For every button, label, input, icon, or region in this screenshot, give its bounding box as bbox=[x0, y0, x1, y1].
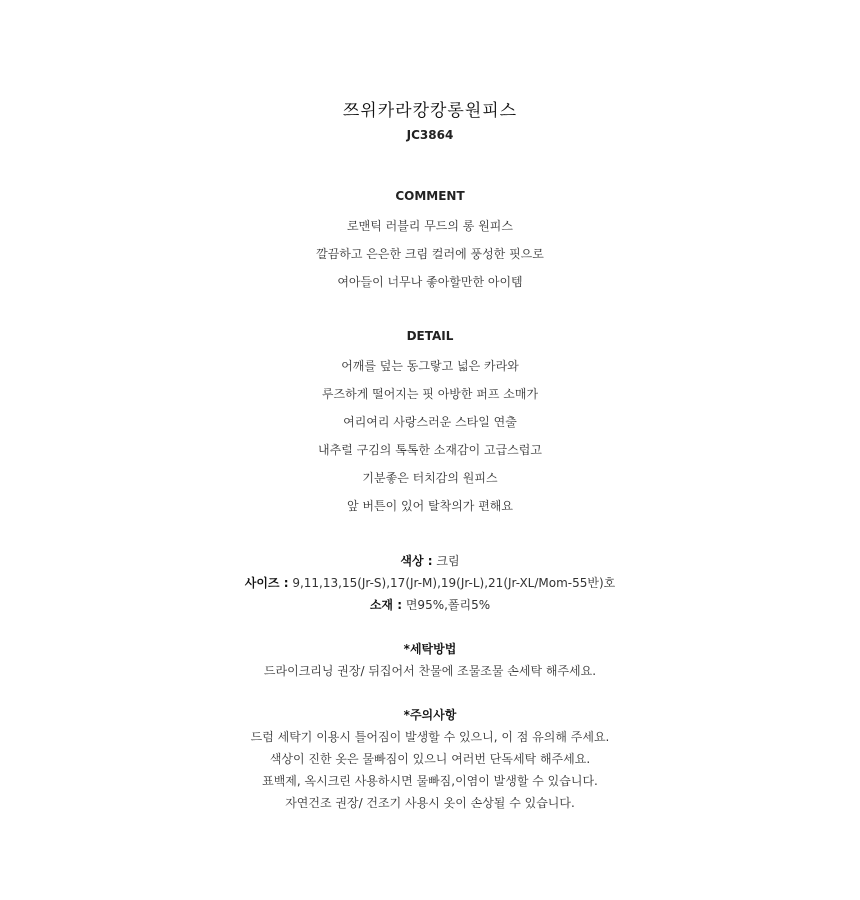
caution-line: 색상이 진한 옷은 물빠짐이 있으니 여러번 단독세탁 해주세요. bbox=[269, 752, 591, 766]
product-title: 쯔위카라캉캉롱원피스 bbox=[342, 101, 518, 121]
comment-line: 로맨틱 러블리 무드의 롱 원피스 bbox=[347, 219, 513, 233]
spec-size bbox=[0, 574, 860, 591]
detail-line: 앞 버튼이 있어 탈착의가 편해요 bbox=[347, 499, 513, 513]
comment-line: 여아들이 너무나 좋아할만한 아이템 bbox=[337, 275, 523, 289]
caution-line: 드럼 세탁기 이용시 틀어짐이 발생할 수 있으니, 이 점 유의해 주세요. bbox=[250, 730, 610, 744]
spec-color-label: 색상 : bbox=[400, 554, 433, 568]
caution-line: 자연건조 권장/ 건조기 사용시 옷이 손상될 수 있습니다. bbox=[285, 796, 575, 810]
washing-heading: *세탁방법 bbox=[403, 642, 457, 656]
detail-line: 여리여리 사랑스러운 스타일 연출 bbox=[343, 415, 517, 429]
spec-material-label: 소재 : bbox=[369, 598, 403, 612]
caution-line: 표백제, 옥시크린 사용하시면 물빠짐,이염이 발생할 수 있습니다. bbox=[262, 774, 598, 788]
comment-heading: COMMENT bbox=[395, 189, 465, 203]
caution-heading: *주의사항 bbox=[403, 708, 457, 722]
spec-size-value: 9,11,13,15(Jr-S),17(Jr-M),19(Jr-L),21(Jr-XL/Mom-55반)호 bbox=[292, 576, 616, 590]
spec-color-value: 크림 bbox=[436, 554, 460, 568]
washing-line: 드라이크리닝 권장/ 뒤집어서 찬물에 조물조물 손세탁 해주세요. bbox=[263, 664, 597, 678]
comment-line: 깔끔하고 은은한 크림 컬러에 풍성한 핏으로 bbox=[316, 247, 544, 261]
detail-heading: DETAIL bbox=[406, 329, 454, 343]
spec-material-value: 면95%,폴리5% bbox=[405, 598, 491, 612]
product-code: JC3864 bbox=[406, 128, 454, 142]
detail-line: 루즈하게 떨어지는 핏 아방한 퍼프 소매가 bbox=[321, 387, 539, 401]
detail-line: 내추럴 구김의 톡톡한 소재감이 고급스럽고 bbox=[318, 443, 542, 457]
detail-line: 기분좋은 터치감의 원피스 bbox=[362, 471, 498, 485]
spec-size-label: 사이즈 : bbox=[244, 576, 289, 590]
detail-line: 어깨를 덮는 동그랗고 넓은 카라와 bbox=[341, 359, 519, 373]
spec-material bbox=[0, 596, 860, 613]
spec-color bbox=[0, 552, 860, 569]
